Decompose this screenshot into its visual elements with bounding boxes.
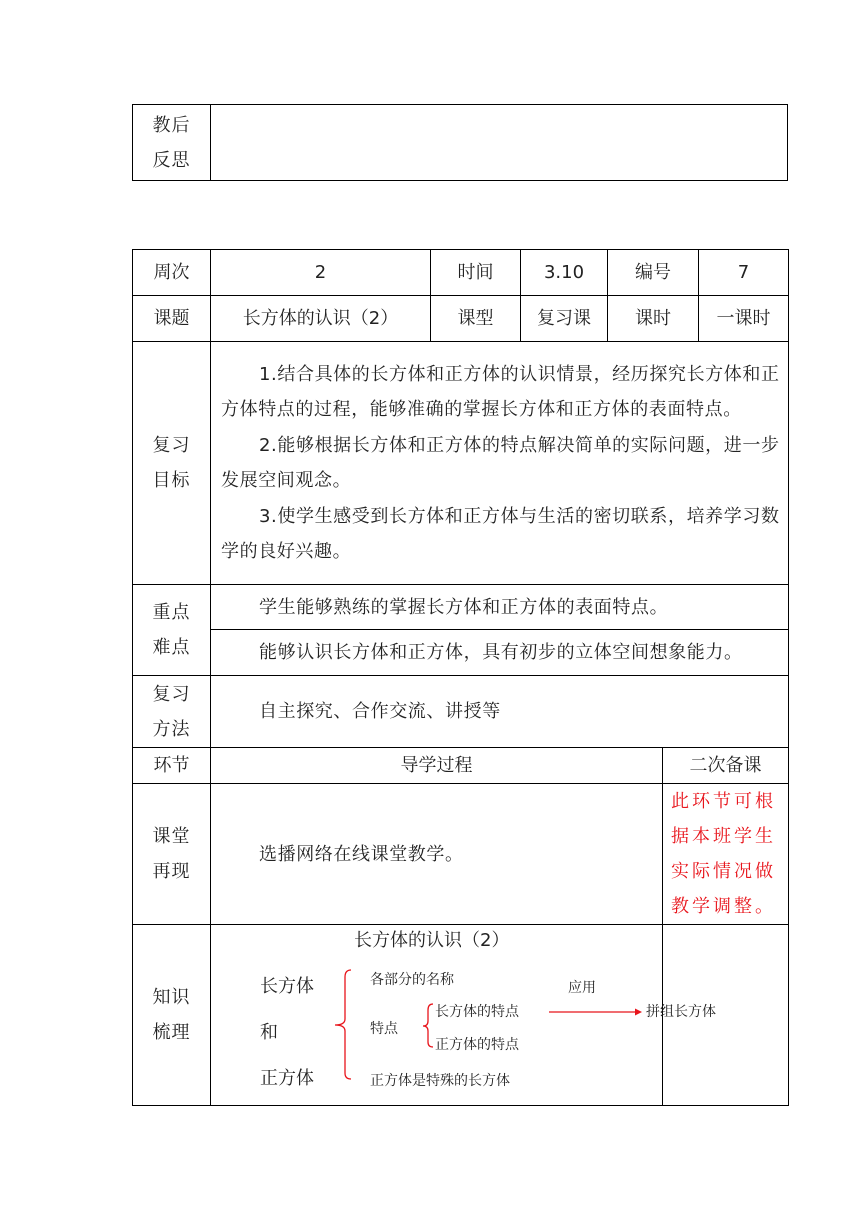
application-text: 拼组长方体 — [646, 1004, 716, 1020]
objective-item-2: 2.能够根据长方体和正方体的特点解决简单的实际问题，进一步发展空间观念。 — [221, 434, 780, 491]
knowledge-secondary-cell — [646, 925, 789, 1106]
method-value: 自主探究、合作交流、讲授等 — [211, 676, 789, 748]
branch-special: 正方体是特殊的长方体 — [370, 1073, 510, 1089]
reflection-table — [132, 104, 788, 181]
main-bracket — [335, 970, 351, 1079]
time-label: 时间 — [431, 250, 521, 296]
week-value: 2 — [211, 250, 431, 296]
reflection-label-line1: 教后 — [152, 114, 191, 136]
features-bracket — [423, 1004, 433, 1047]
period-label: 课时 — [608, 296, 699, 342]
feature-cube: 正方体的特点 — [435, 1037, 519, 1053]
objectives-label-line1: 复习 — [152, 435, 191, 456]
classroom-content: 选播网络在线课堂教学。 — [211, 784, 663, 925]
process-header: 导学过程 — [211, 748, 663, 784]
classroom-row — [133, 784, 789, 925]
key-points-label-line1: 重点 — [152, 602, 191, 623]
knowledge-map-cell — [211, 925, 663, 1106]
key-point-text: 学生能够熟练的掌握长方体和正方体的表面特点。 — [211, 585, 789, 630]
arrow-label: 应用 — [568, 980, 596, 996]
reflection-label-line2: 反思 — [152, 149, 191, 171]
number-value: 7 — [699, 250, 789, 296]
root-line3: 正方体 — [260, 1068, 314, 1089]
method-label — [133, 676, 211, 748]
period-value: 一课时 — [699, 296, 789, 342]
branch-names: 各部分的名称 — [370, 972, 454, 988]
secondary-note: 此环节可根据本班学生实际情况做教学调整。 — [663, 784, 789, 925]
reflection-label — [133, 105, 211, 181]
knowledge-label-line1: 知识 — [152, 987, 191, 1008]
branch-features: 特点 — [370, 1021, 398, 1037]
classroom-label — [133, 784, 211, 925]
classroom-label-line1: 课堂 — [152, 826, 191, 847]
objectives-row — [133, 342, 789, 585]
root-line1: 长方体 — [260, 976, 314, 997]
header-row — [133, 250, 789, 296]
topic-value: 长方体的认识（2） — [211, 296, 431, 342]
objectives-label-line2: 目标 — [152, 470, 191, 491]
key-point-row — [133, 585, 789, 630]
key-points-label-line2: 难点 — [152, 637, 191, 658]
reflection-content — [211, 105, 788, 181]
lesson-plan-table — [132, 249, 789, 1106]
type-label: 课型 — [431, 296, 521, 342]
objectives-content — [211, 342, 789, 585]
week-label: 周次 — [133, 250, 211, 296]
topic-row — [133, 296, 789, 342]
process-header-row — [133, 748, 789, 784]
objectives-label — [133, 342, 211, 585]
classroom-label-line2: 再现 — [152, 861, 191, 882]
method-label-line2: 方法 — [152, 718, 191, 740]
objective-item-3: 3.使学生感受到长方体和正方体与生活的密切联系，培养学习数学的良好兴趣。 — [221, 505, 780, 562]
difficult-point-text: 能够认识长方体和正方体，具有初步的立体空间想象能力。 — [211, 630, 789, 676]
time-value: 3.10 — [521, 250, 608, 296]
method-row — [133, 676, 789, 748]
application-arrowhead — [635, 1009, 642, 1016]
knowledge-map — [211, 925, 662, 1105]
number-label: 编号 — [608, 250, 699, 296]
difficult-point-row — [133, 630, 789, 676]
knowledge-map-title: 长方体的认识（2） — [354, 930, 510, 951]
root-line2: 和 — [260, 1022, 278, 1043]
key-points-label — [133, 585, 211, 676]
stage-header: 环节 — [133, 748, 211, 784]
method-label-line1: 复习 — [152, 683, 191, 705]
topic-label: 课题 — [133, 296, 211, 342]
feature-cuboid: 长方体的特点 — [435, 1004, 519, 1020]
knowledge-label-line2: 梳理 — [152, 1022, 191, 1043]
type-value: 复习课 — [521, 296, 608, 342]
knowledge-row — [133, 925, 789, 1106]
objective-item-1: 1.结合具体的长方体和正方体的认识情景，经历探究长方体和正方体特点的过程，能够准确的掌握长方体和正方体的表面特点。 — [221, 363, 780, 420]
secondary-prep-header: 二次备课 — [663, 748, 789, 784]
knowledge-label — [133, 925, 211, 1106]
